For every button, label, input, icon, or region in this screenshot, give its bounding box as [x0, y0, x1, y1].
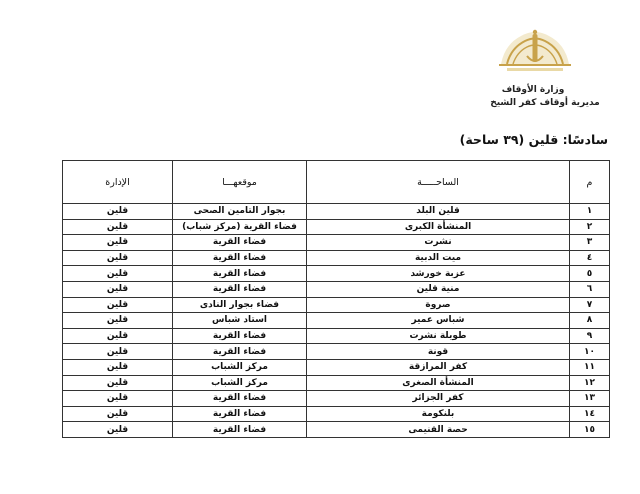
administration: قلين [63, 281, 173, 297]
table-row [63, 313, 610, 329]
administration: قلين [63, 204, 173, 220]
administration: قلين [63, 391, 173, 407]
administration: قلين [63, 359, 173, 375]
row-number: ١١ [570, 359, 610, 375]
square-name: المنشأة الصغرى [307, 375, 570, 391]
square-name: ميت الدبية [307, 250, 570, 266]
table-row [63, 266, 610, 282]
administration: قلين [63, 328, 173, 344]
square-name: قلين البلد [307, 204, 570, 220]
administration: قلين [63, 344, 173, 360]
table-row [63, 281, 610, 297]
administration: قلين [63, 219, 173, 235]
row-number: ٧ [570, 297, 610, 313]
row-number: ٥ [570, 266, 610, 282]
table-row [63, 204, 610, 220]
table-header-row [63, 161, 610, 204]
column-header-administration: الإدارة [63, 161, 173, 204]
square-name: طويلة نشرت [307, 328, 570, 344]
row-number: ٢ [570, 219, 610, 235]
table-row [63, 297, 610, 313]
square-location: فضاء القرية [173, 250, 307, 266]
row-number: ٤ [570, 250, 610, 266]
table-row [63, 344, 610, 360]
administration: قلين [63, 266, 173, 282]
square-location: مركز الشباب [173, 375, 307, 391]
square-name: المنشأة الكبرى [307, 219, 570, 235]
row-number: ١ [570, 204, 610, 220]
table-row [63, 406, 610, 422]
section-title: سادسًا: قلين (٣٩ ساحة) [459, 132, 608, 147]
square-location: فضاء القرية (مركز شباب) [173, 219, 307, 235]
table-row [63, 422, 610, 438]
row-number: ٨ [570, 313, 610, 329]
square-location: فضاء القرية [173, 344, 307, 360]
administration: قلين [63, 375, 173, 391]
ministry-name: وزارة الأوقاف [501, 85, 565, 95]
square-location: فضاء القرية [173, 281, 307, 297]
square-location: فضاء القرية [173, 406, 307, 422]
square-location: فضاء بجوار النادى [173, 297, 307, 313]
table-row [63, 328, 610, 344]
table-row [63, 235, 610, 251]
administration: قلين [63, 297, 173, 313]
squares-table [62, 160, 610, 438]
row-number: ١٥ [570, 422, 610, 438]
square-name: كفر الجزائر [307, 391, 570, 407]
row-number: ١٤ [570, 406, 610, 422]
row-number: ٣ [570, 235, 610, 251]
square-location: مركز الشباب [173, 359, 307, 375]
column-header-square: الساحـــــة [307, 161, 570, 204]
row-number: ١٢ [570, 375, 610, 391]
table-row [63, 219, 610, 235]
square-name: شباس عمير [307, 313, 570, 329]
administration: قلين [63, 250, 173, 266]
column-header-number: م [570, 161, 610, 204]
square-location: فضاء القرية [173, 266, 307, 282]
ministry-logo-icon [497, 26, 573, 76]
square-name: قونة [307, 344, 570, 360]
square-name: منية قلين [307, 281, 570, 297]
administration: قلين [63, 313, 173, 329]
row-number: ١٠ [570, 344, 610, 360]
square-name: حصة القنيمى [307, 422, 570, 438]
square-name: عزبة خورشد [307, 266, 570, 282]
square-location: فضاء القرية [173, 422, 307, 438]
square-location: فضاء القرية [173, 328, 307, 344]
administration: قلين [63, 406, 173, 422]
square-location: بجوار التامين الصحى [173, 204, 307, 220]
square-name: كفر المرازقة [307, 359, 570, 375]
square-name: صروة [307, 297, 570, 313]
square-name: بلنكومة [307, 406, 570, 422]
row-number: ١٣ [570, 391, 610, 407]
row-number: ٩ [570, 328, 610, 344]
administration: قلين [63, 235, 173, 251]
table-row [63, 250, 610, 266]
square-name: نشرت [307, 235, 570, 251]
directorate-name: مديرية أوقاف كفر الشيخ [490, 98, 600, 108]
administration: قلين [63, 422, 173, 438]
column-header-location: موقعهـــا [173, 161, 307, 204]
table-row [63, 375, 610, 391]
table-row [63, 359, 610, 375]
square-location: استاد شباس [173, 313, 307, 329]
row-number: ٦ [570, 281, 610, 297]
square-location: فضاء القرية [173, 235, 307, 251]
table-row [63, 391, 610, 407]
square-location: فضاء القرية [173, 391, 307, 407]
